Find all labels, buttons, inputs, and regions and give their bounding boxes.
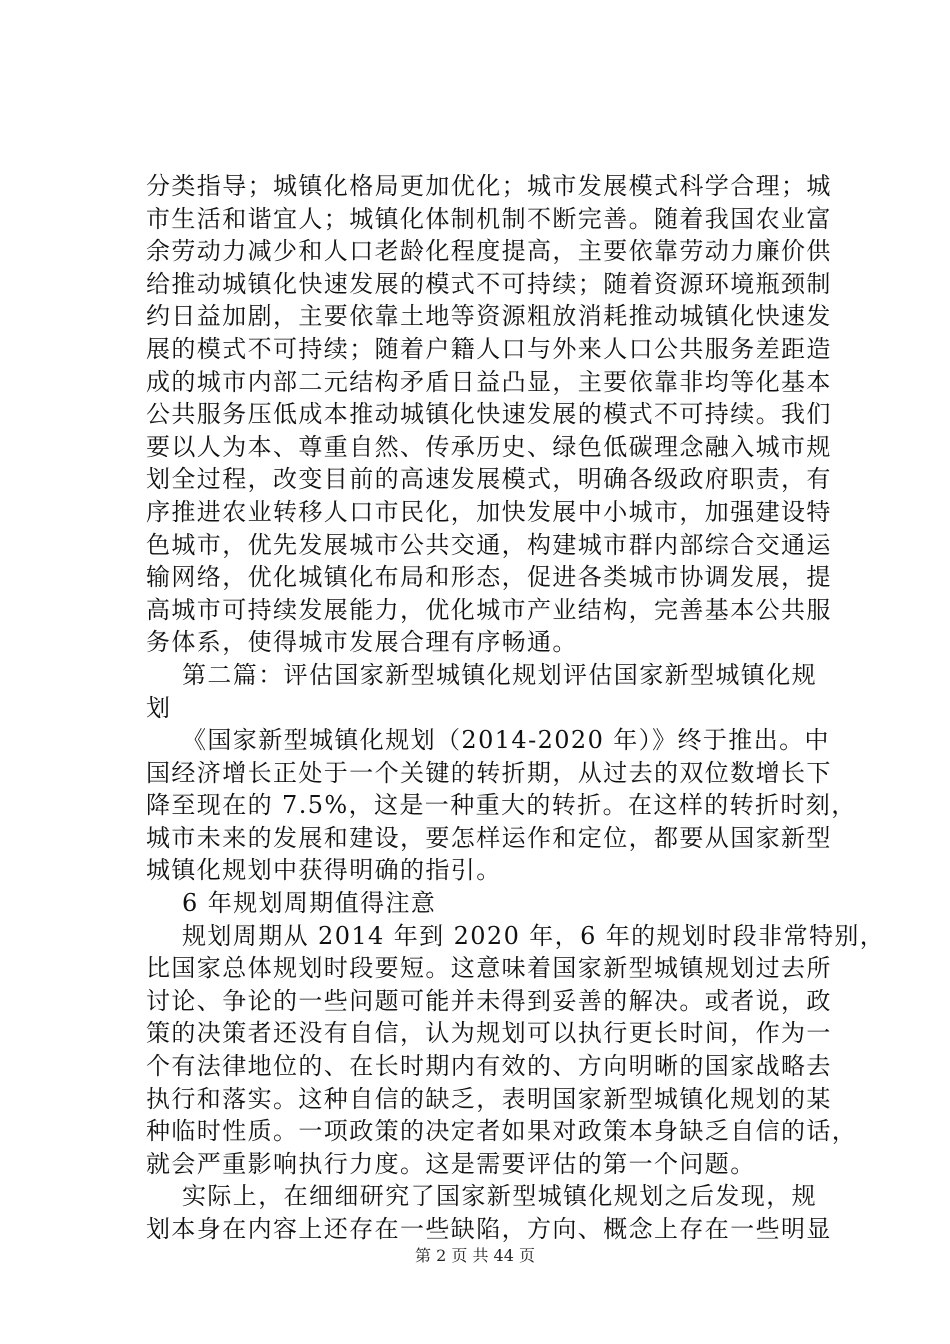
text-line: 第二篇：评估国家新型城镇化规划评估国家新型城镇化规 bbox=[182, 660, 817, 689]
page-footer: 第 2 页 共 44 页 bbox=[415, 1246, 535, 1265]
text-line: 讨论、争论的一些问题可能并未得到妥善的解决。或者说，政 bbox=[146, 986, 832, 1015]
text-line: 《国家新型城镇化规划（2014-2020 年）》终于推出。中 bbox=[182, 726, 830, 755]
text-line: 比国家总体规划时段要短。这意味着国家新型城镇规划过去所 bbox=[146, 954, 832, 983]
text-line: 实际上，在细细研究了国家新型城镇化规划之后发现，规 bbox=[182, 1182, 817, 1211]
text-line: 分类指导；城镇化格局更加优化；城市发展模式科学合理；城 bbox=[146, 172, 832, 200]
text-line: 个有法律地位的、在长时期内有效的、方向明晰的国家战略去 bbox=[146, 1052, 832, 1081]
text-line: 降至现在的 7.5%，这是一种重大的转折。在这样的转折时刻， bbox=[146, 791, 857, 820]
text-line: 种临时性质。一项政策的决定者如果对政策本身缺乏自信的话， bbox=[146, 1117, 858, 1146]
text-line: 市生活和谐宜人；城镇化体制机制不断完善。随着我国农业富 bbox=[146, 204, 832, 233]
text-line: 余劳动力减少和人口老龄化程度提高，主要依靠劳动力廉价供 bbox=[146, 237, 832, 266]
text-line: 给推动城镇化快速发展的模式不可持续；随着资源环境瓶颈制 bbox=[146, 269, 832, 298]
text-line: 国经济增长正处于一个关键的转折期，从过去的双位数增长下 bbox=[146, 758, 832, 787]
text-line: 输网络，优化城镇化布局和形态，促进各类城市协调发展，提 bbox=[146, 563, 832, 592]
text-line: 6 年规划周期值得注意 bbox=[182, 889, 437, 918]
text-line: 公共服务压低成本推动城镇化快速发展的模式不可持续。我们 bbox=[146, 400, 832, 429]
text-line: 高城市可持续发展能力，优化城市产业结构，完善基本公共服 bbox=[146, 595, 832, 624]
text-line: 划全过程，改变目前的高速发展模式，明确各级政府职责，有 bbox=[146, 465, 832, 494]
text-line: 规划周期从 2014 年到 2020 年，6 年的规划时段非常特别， bbox=[182, 921, 886, 950]
text-line: 展的模式不可持续；随着户籍人口与外来人口公共服务差距造 bbox=[146, 334, 832, 363]
text-line: 成的城市内部二元结构矛盾日益凸显，主要依靠非均等化基本 bbox=[146, 367, 832, 396]
text-line: 色城市，优先发展城市公共交通，构建城市群内部综合交通运 bbox=[146, 530, 832, 559]
text-line: 务体系，使得城市发展合理有序畅通。 bbox=[146, 628, 578, 657]
text-line: 要以人为本、尊重自然、传承历史、绿色低碳理念融入城市规 bbox=[146, 432, 832, 461]
text-line: 就会严重影响执行力度。这是需要评估的第一个问题。 bbox=[146, 1149, 756, 1178]
text-line: 城市未来的发展和建设，要怎样运作和定位，都要从国家新型 bbox=[146, 823, 832, 852]
text-line: 策的决策者还没有自信，认为规划可以执行更长时间，作为一 bbox=[146, 1019, 832, 1048]
document-body bbox=[146, 170, 886, 1246]
text-line: 执行和落实。这种自信的缺乏，表明国家新型城镇化规划的某 bbox=[146, 1084, 832, 1113]
text-line: 划本身在内容上还存在一些缺陷，方向、概念上存在一些明显 bbox=[146, 1215, 832, 1243]
text-line: 城镇化规划中获得明确的指引。 bbox=[146, 856, 502, 885]
text-line: 序推进农业转移人口市民化，加快发展中小城市，加强建设特 bbox=[146, 497, 832, 526]
text-line: 划 bbox=[146, 693, 172, 722]
text-line: 约日益加剧，主要依靠土地等资源粗放消耗推动城镇化快速发 bbox=[146, 302, 832, 331]
